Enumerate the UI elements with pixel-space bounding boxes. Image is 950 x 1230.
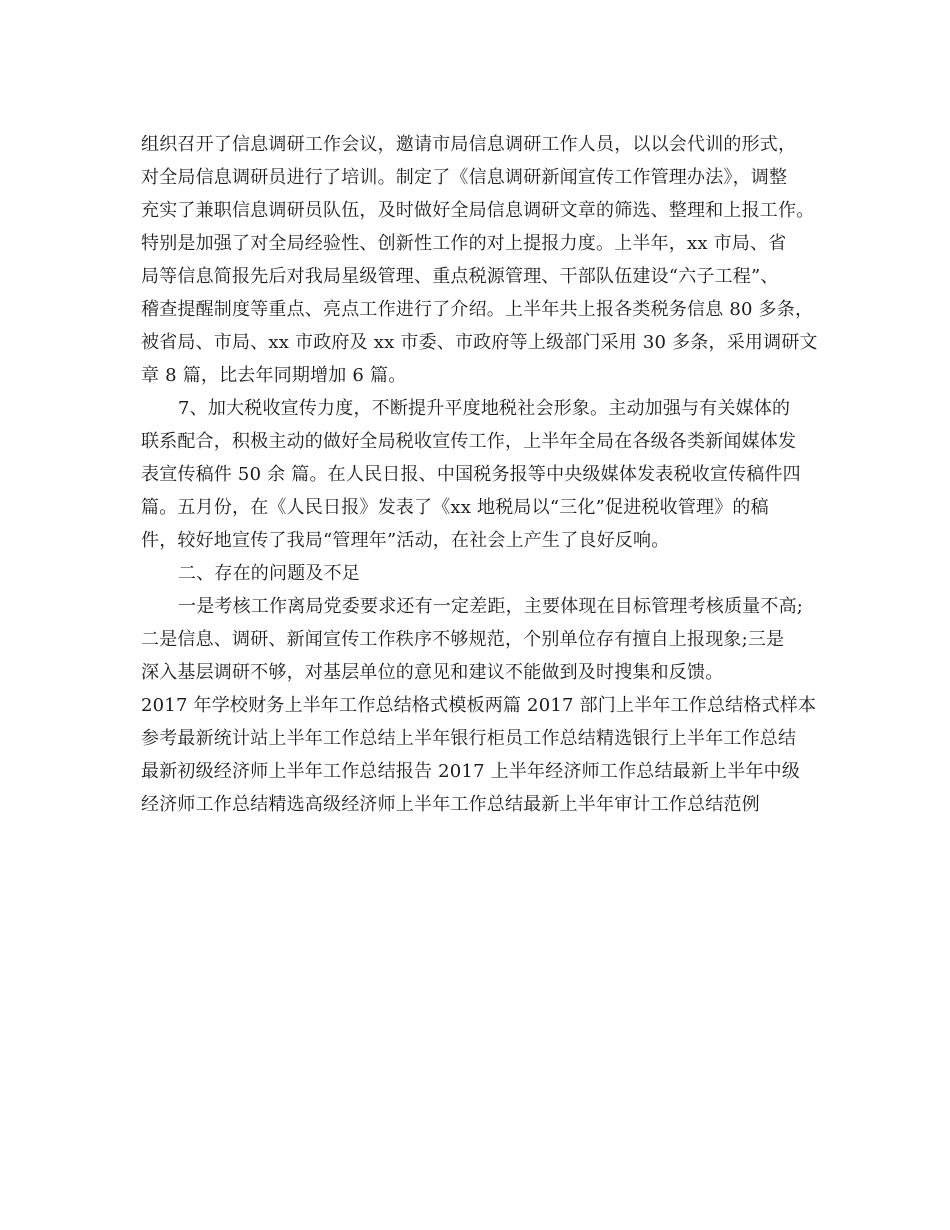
paragraph-line: 组织召开了信息调研工作会议，邀请市局信息调研工作人员，以以会代训的形式， bbox=[141, 134, 797, 155]
paragraph-line: 充实了兼职信息调研员队伍，及时做好全局信息调研文章的筛选、整理和上报工作。 bbox=[141, 200, 815, 221]
paragraph-line: 件，较好地宣传了我局“管理年”活动，在社会上产生了良好反响。 bbox=[141, 530, 670, 551]
paragraph-line: 篇。五月份，在《人民日报》发表了《xx 地税局以“三化”促进税收管理》的稿 bbox=[141, 497, 769, 518]
paragraph-line: 稽查提醒制度等重点、亮点工作进行了介绍。上半年共上报各类税务信息 80 多条， bbox=[141, 299, 814, 320]
paragraph-line: 一是考核工作离局党委要求还有一定差距，主要体现在目标管理考核质量不高; bbox=[178, 596, 804, 617]
paragraph-line: 对全局信息调研员进行了培训。制定了《信息调研新闻宣传工作管理办法》，调整 bbox=[141, 167, 788, 188]
section-heading: 二、存在的问题及不足 bbox=[178, 563, 360, 584]
paragraph-line: 被省局、市局、xx 市政府及 xx 市委、市政府等上级部门采用 30 多条，采用调研文 bbox=[141, 332, 818, 353]
paragraph-line: 章 8 篇，比去年同期增加 6 篇。 bbox=[141, 365, 407, 386]
paragraph-line: 二是信息、调研、新闻宣传工作秩序不够规范，个别单位存有擅自上报现象;三是 bbox=[141, 629, 785, 650]
related-articles-line[interactable]: 经济师工作总结精选高级经济师上半年工作总结最新上半年审计工作总结范例 bbox=[141, 794, 760, 815]
related-articles-line[interactable]: 参考最新统计站上半年工作总结上半年银行柜员工作总结精选银行上半年工作总结 bbox=[141, 728, 797, 749]
paragraph-line: 特别是加强了对全局经验性、创新性工作的对上提报力度。上半年，xx 市局、省 bbox=[141, 233, 787, 254]
paragraph-line: 深入基层调研不够，对基层单位的意见和建议不能做到及时搜集和反馈。 bbox=[141, 662, 724, 683]
paragraph-line: 局等信息简报先后对我局星级管理、重点税源管理、干部队伍建设“六子工程”、 bbox=[141, 266, 779, 287]
related-articles-line[interactable]: 2017 年学校财务上半年工作总结格式模板两篇 2017 部门上半年工作总结格式样本 bbox=[141, 695, 817, 716]
related-articles-line[interactable]: 最新初级经济师上半年工作总结报告 2017 上半年经济师工作总结最新上半年中级 bbox=[141, 761, 801, 782]
paragraph-line: 表宣传稿件 50 余 篇。在人民日报、中国税务报等中央级媒体发表税收宣传稿件四 bbox=[141, 464, 801, 485]
paragraph-line: 联系配合，积极主动的做好全局税收宣传工作，上半年全局在各级各类新闻媒体发 bbox=[141, 431, 797, 452]
paragraph-line: 7、加大税收宣传力度，不断提升平度地税社会形象。主动加强与有关媒体的 bbox=[178, 398, 791, 419]
